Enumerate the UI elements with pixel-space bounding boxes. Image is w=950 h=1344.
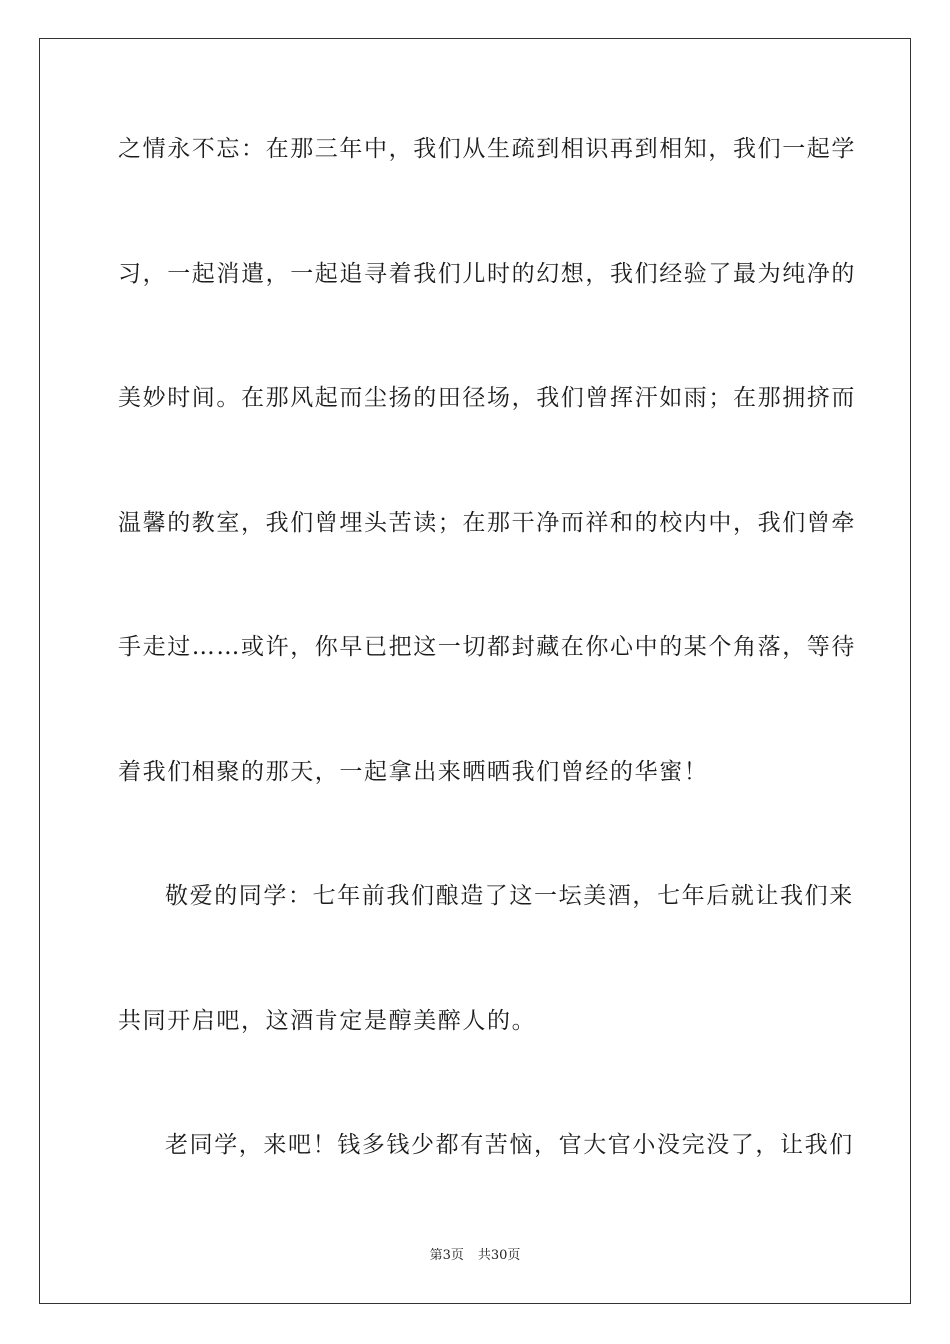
text-line: 着我们相聚的那天，一起拿出来晒晒我们曾经的华蜜！ [118,759,709,785]
page-number: 第3页 [429,1248,464,1263]
page-footer [0,1247,950,1265]
text-line: 之情永不忘：在那三年中，我们从生疏到相识再到相知，我们一起学 [118,136,856,162]
text-line: 习，一起消遣，一起追寻着我们儿时的幻想，我们经验了最为纯净的 [118,261,856,287]
text-line: 共同开启吧，这酒肯定是醇美醉人的。 [118,1008,537,1034]
text-line: 美妙时间。在那风起而尘扬的田径场，我们曾挥汗如雨；在那拥挤而 [118,385,856,411]
paragraph-first-line: 老同学，来吧！钱多钱少都有苦恼，官大官小没完没了，让我们 [165,1132,854,1158]
page-border [39,38,911,1304]
paragraph-first-line: 敬爱的同学：七年前我们酿造了这一坛美酒，七年后就让我们来 [165,883,854,909]
page-total: 共30页 [477,1248,521,1263]
text-line: 手走过……或许，你早已把这一切都封藏在你心中的某个角落，等待 [118,634,856,660]
text-line: 温馨的教室，我们曾埋头苦读；在那干净而祥和的校内中，我们曾牵 [118,510,856,536]
